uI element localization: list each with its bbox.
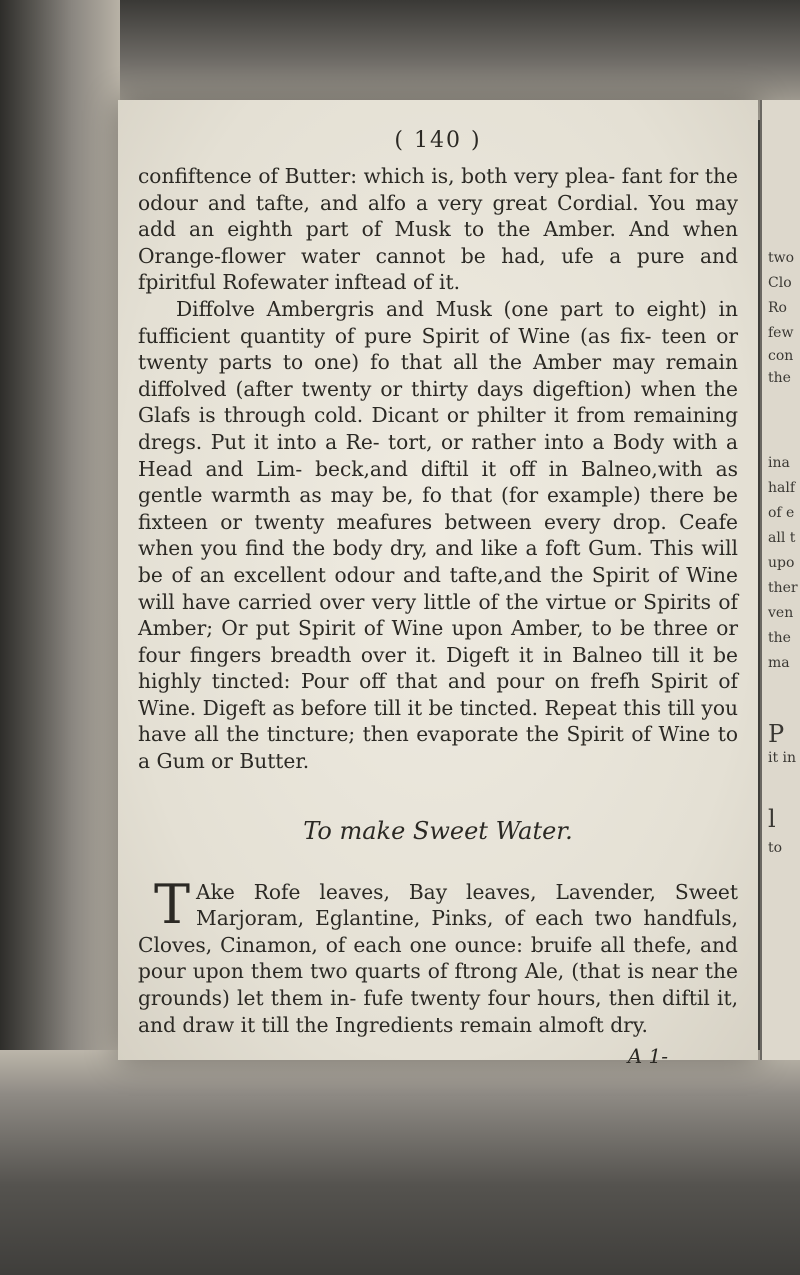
- fragment: of e: [768, 505, 795, 521]
- drop-cap: T: [154, 872, 191, 936]
- fragment: upo: [768, 555, 795, 571]
- fragment: the: [768, 630, 791, 646]
- fragment: con: [768, 348, 794, 364]
- page-content: [138, 128, 738, 1068]
- page-number: ( 140 ): [394, 128, 482, 153]
- catchword: A 1-: [627, 1044, 668, 1069]
- paragraph: Diffolve Ambergris and Musk (one part to eight) in fufficient quantity of pure Spirit of Wine (as fix- teen or twenty parts to one) fo that all the Amber may remain diffolved (after twenty or thirty days digeftion) when the Glafs is through cold. Dicant or philter it from remaining dregs. Put it into a Re- tort, or rather into a Body with a Head and Lim- beck,and diftil it off in Balneo,with as gentle warmth as may be, fo that (for example) there be fixteen or twenty meafures between every drop. Ceafe when you find the body dry, and like a foft Gum. This will be of an excellent odour and tafte,and the Spirit of Wine will have carried over very little of the virtue or Spirits of Amber; Or put Spirit of Wine upon Amber, to be three or four fingers breadth over it. Digeft it in Balneo till it be highly tincted: Pour off that and pour on frefh Spirit of Wine. Digeft as before till it be tincted. Repeat this till you have all the tincture; then evaporate the Spirit of Wine to a Gum or Butter.: [138, 296, 738, 774]
- fragment: ven: [768, 605, 794, 621]
- fragment: l: [768, 805, 776, 833]
- recipe-paragraph: [138, 872, 738, 1039]
- adjacent-page: [760, 100, 800, 1060]
- fragment: to: [768, 840, 783, 856]
- section-heading: To make Sweet Water.: [303, 816, 573, 845]
- fragment: ma: [768, 655, 790, 671]
- fragment: Clo: [768, 275, 792, 291]
- recipe-text: Ake Rofe leaves, Bay leaves, Lavender, Sweet Marjoram, Eglantine, Pinks, of each two handfuls, Cloves, Cinamon, of each one ounce: bruife all thefe, and pour upon them two quarts of ftrong Ale, (that is near the grounds) let them in- fufe twenty four hours, then diftil it, and draw it till the Ingredients remain almoft dry.: [138, 879, 738, 1037]
- background-bottom: [0, 1050, 800, 1275]
- fragment: ina: [768, 455, 790, 471]
- fragment: few: [768, 325, 794, 341]
- fragment: the: [768, 370, 791, 386]
- fragment: it in: [768, 750, 797, 766]
- paragraph: confiftence of Butter: which is, both very plea- fant for the odour and tafte, and alfo a very great Cordial. You may add an eighth part of Musk to the Amber. And when Orange-flower water cannot be had, ufe a pure and fpiritful Rofewater inftead of it.: [138, 164, 738, 295]
- fragment: half: [768, 480, 796, 496]
- fragment: Ro: [768, 300, 787, 316]
- fragment: P: [768, 720, 785, 748]
- fragment: ther: [768, 580, 798, 596]
- fragment: all t: [768, 530, 796, 546]
- fragment: two: [768, 250, 795, 266]
